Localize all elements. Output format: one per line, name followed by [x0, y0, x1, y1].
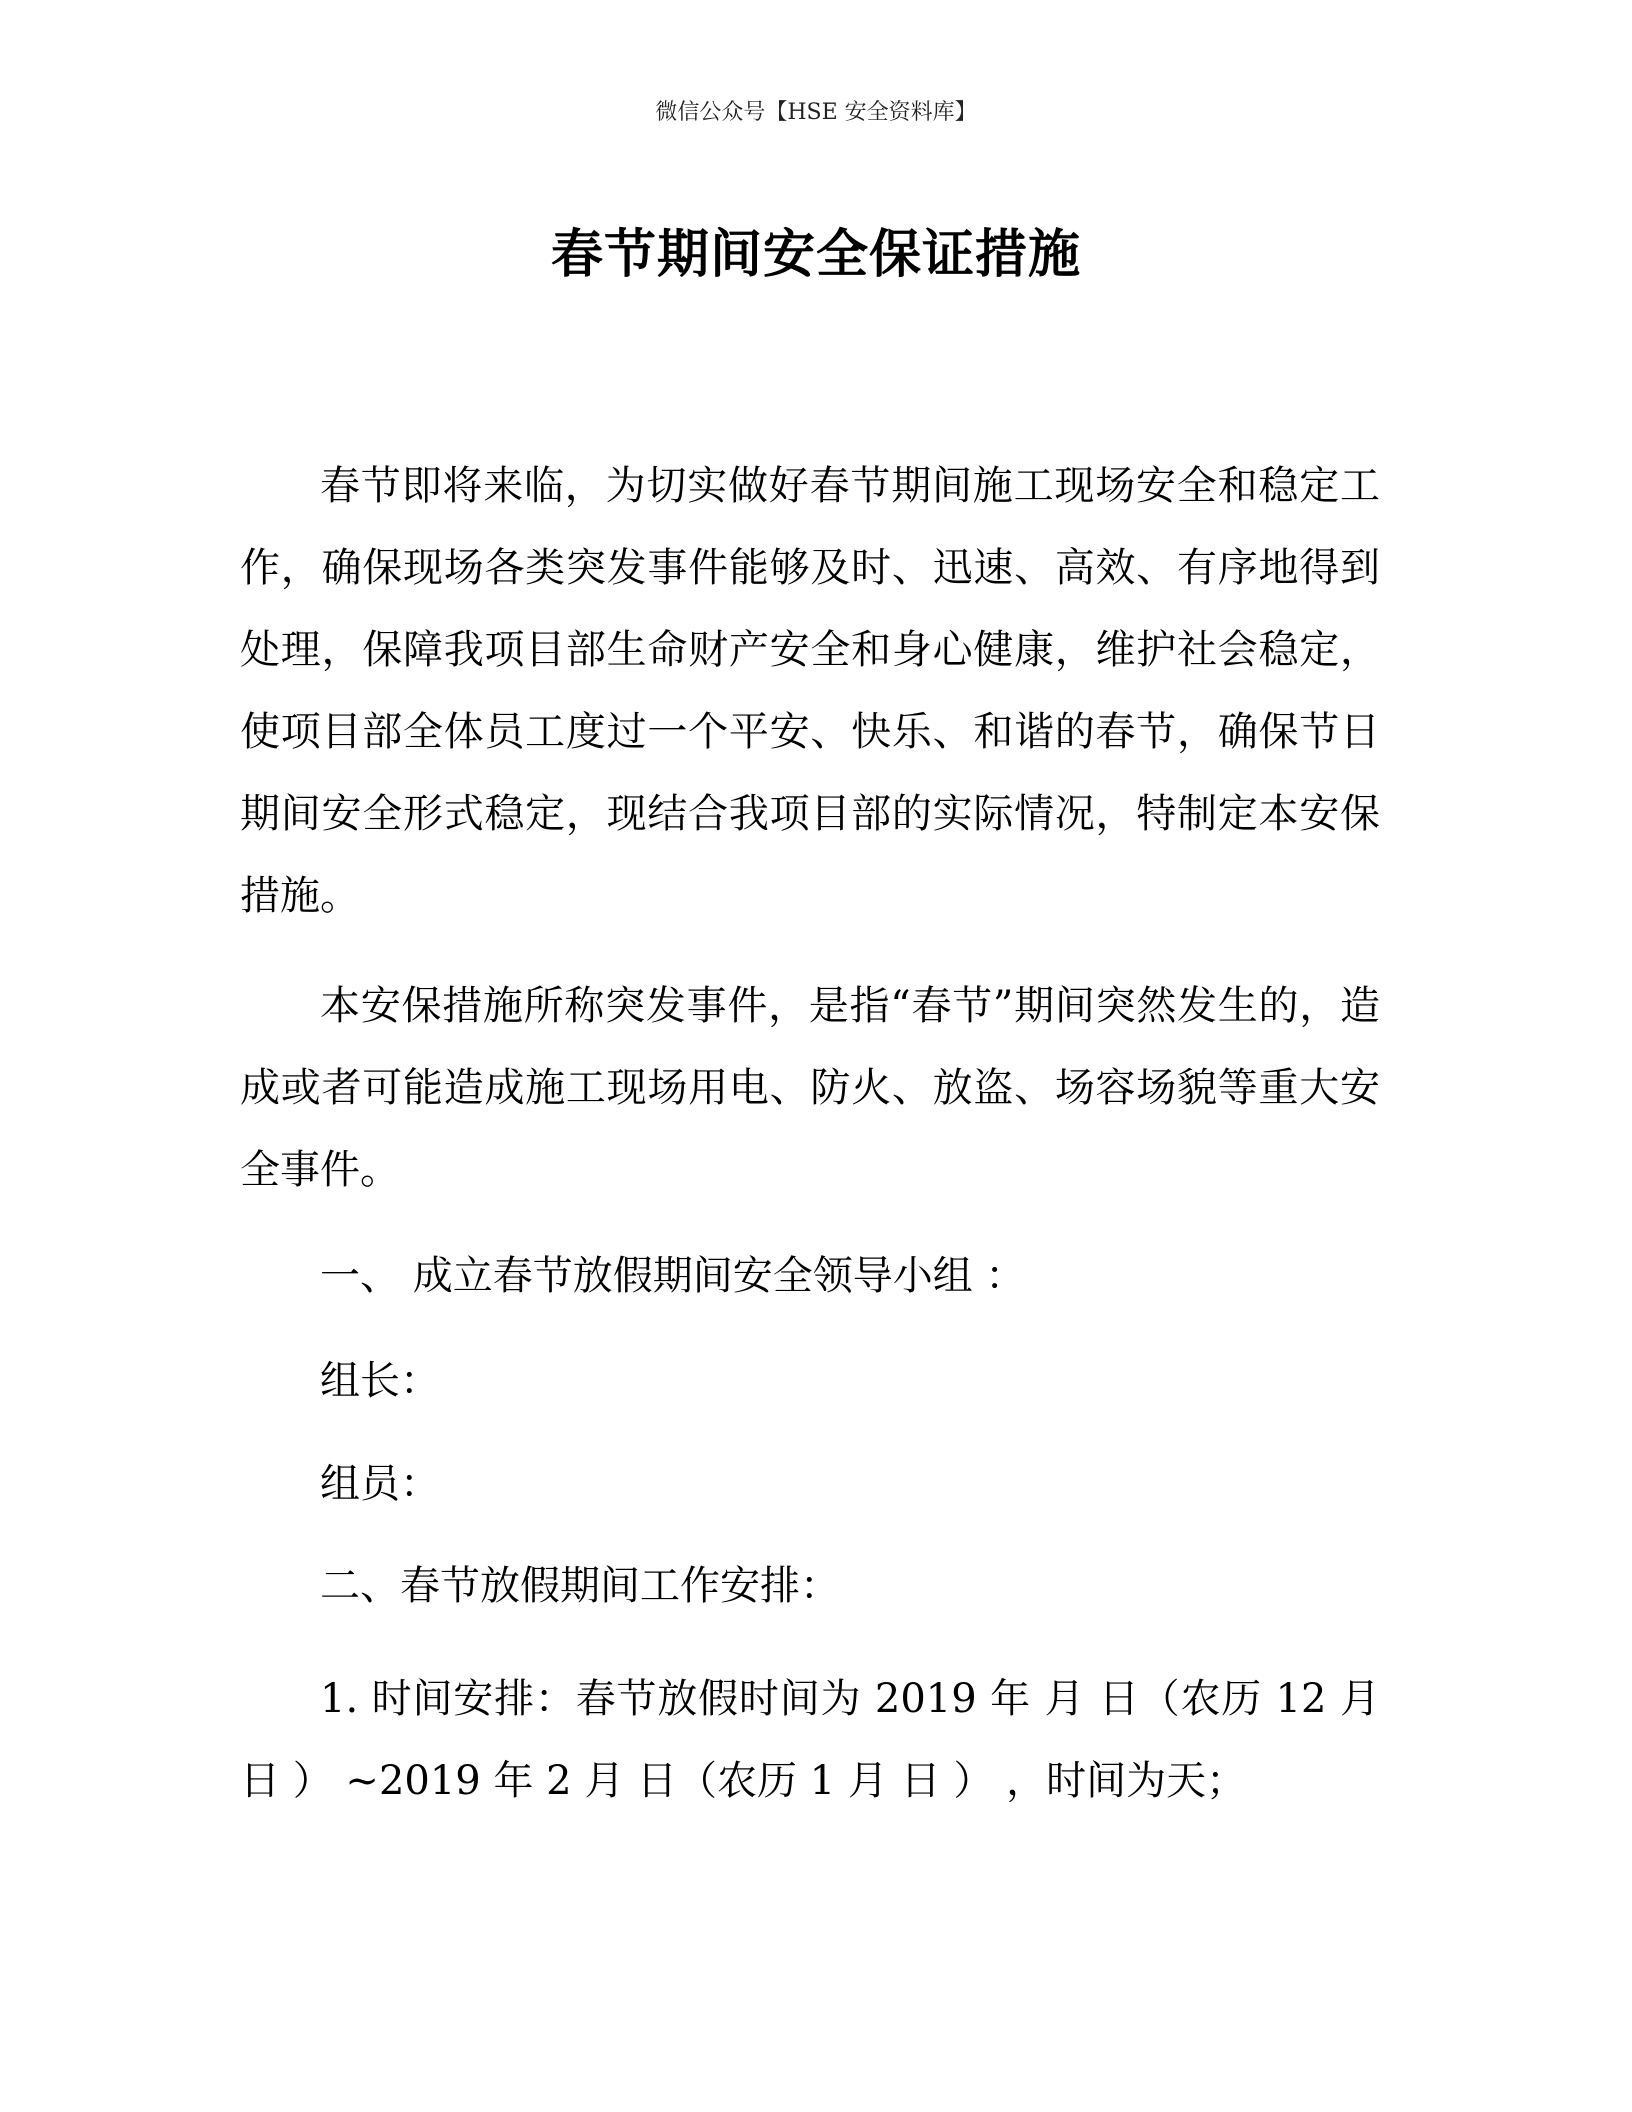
members-line: 组员：	[320, 1461, 440, 1507]
definition-paragraph: 本安保措施所称突发事件，是指“春节”期间突然发生的，造成或者可能造成施工现场用电、防火、放盗、场容场貌等重大安全事件。	[240, 983, 1380, 1193]
section-two-heading: 二、春节放假期间工作安排：	[320, 1563, 840, 1609]
document-title: 春节期间安全保证措施	[550, 224, 1081, 285]
intro-paragraph: 春节即将来临，为切实做好春节期间施工现场安全和稳定工作，确保现场各类突发事件能够及时、迅速、高效、有序地得到处理，保障我项目部生命财产安全和身心健康，维护社会稳定，使项目部全体员工度过一个平安、快乐、和谐的春节，确保节日期间安全形式稳定，现结合我项目部的实际情况，特制定本安保措施。	[240, 463, 1380, 919]
intro-paragraph-block	[240, 445, 1380, 937]
time-arrangement-block	[240, 1658, 1380, 1822]
page-header-source: 微信公众号【HSE 安全资料库】	[655, 100, 977, 125]
section-one-heading: 一、 成立春节放假期间安全领导小组 ：	[320, 1253, 1026, 1299]
definition-paragraph-block	[240, 965, 1380, 1211]
time-arrangement-paragraph: 1. 时间安排：春节放假时间为 2019 年 月 日（农历 12 月 日 ） ~2019 年 2 月 日（农历 1 月 日 ） ，时间为天；	[240, 1676, 1380, 1804]
leader-line: 组长：	[320, 1358, 440, 1404]
